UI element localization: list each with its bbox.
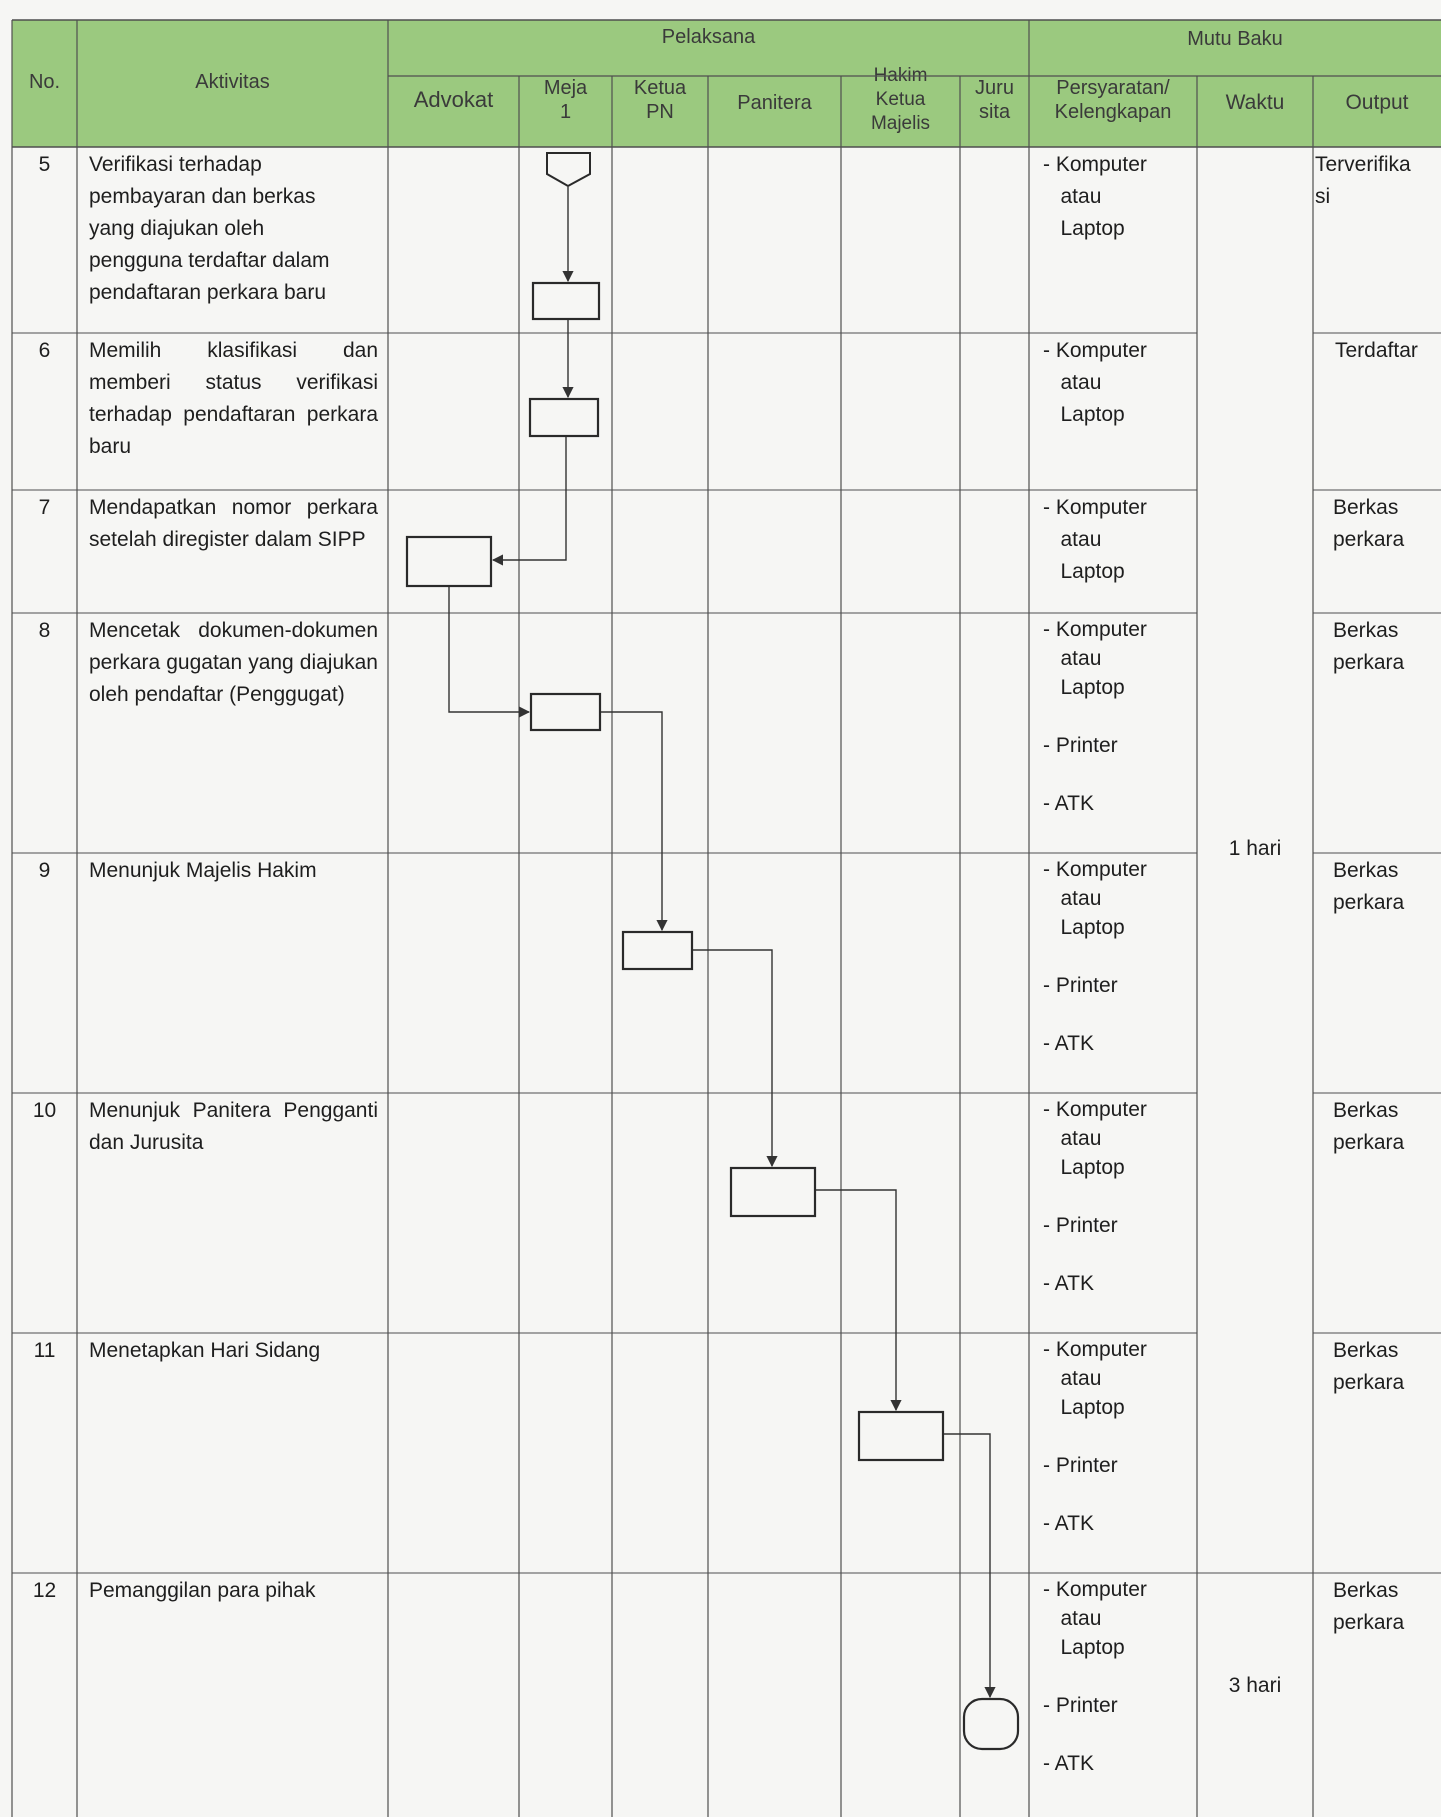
row-persyaratan: - Komputer atau Laptop (1043, 496, 1147, 583)
off-page-connector (547, 153, 590, 186)
row-output: Berkas perkara (1333, 1339, 1405, 1394)
row-persyaratan: - Komputer atau Laptop (1043, 339, 1147, 426)
waktu-value: 1 hari (1228, 837, 1282, 860)
row-aktivitas: Mendapatkan nomor perkara setelah diregister dalam SIPP (89, 496, 378, 551)
row-persyaratan: - Komputer atau Laptop - Printer - ATK (1043, 858, 1147, 1055)
waktu-value: 3 hari (1228, 1674, 1282, 1697)
row-aktivitas: Pemanggilan para pihak (89, 1579, 316, 1602)
row-aktivitas: Mencetak dokumen-dokumen perkara gugatan yang diajukan oleh pendaftar (Penggugat) (89, 619, 378, 706)
row-no: 7 (38, 496, 51, 519)
row-no: 8 (38, 619, 51, 642)
row-output: Terdaftar (1335, 339, 1418, 362)
row-persyaratan: - Komputer atau Laptop - Printer - ATK (1043, 1578, 1147, 1775)
row-aktivitas: Menunjuk Panitera Pengganti dan Jurusita (89, 1099, 378, 1154)
process-box (731, 1168, 815, 1216)
header-persyaratan: Persyaratan/ Kelengkapan (1054, 77, 1172, 123)
header-no: No. (28, 71, 61, 93)
process-box (407, 537, 491, 586)
row-aktivitas: Menunjuk Majelis Hakim (89, 859, 317, 882)
row-output: Terverifika si (1315, 153, 1411, 208)
row-output: Berkas perkara (1333, 619, 1405, 674)
row-aktivitas: Verifikasi terhadap pembayaran dan berkas yang diajukan oleh pengguna terdaftar dalam pendaftaran perkara baru (89, 153, 330, 304)
row-persyaratan: - Komputer atau Laptop - Printer - ATK (1043, 1338, 1147, 1535)
row-aktivitas: Menetapkan Hari Sidang (89, 1339, 321, 1362)
header-advokat: Advokat (413, 87, 494, 112)
flow-arrow (693, 950, 772, 1166)
flow-arrow (944, 1434, 990, 1697)
row-aktivitas: Memilih klasifikasi dan memberi status verifikasi terhadap pendaftaran perkara baru (89, 339, 378, 458)
flow-arrow (449, 587, 529, 712)
process-box (859, 1412, 943, 1460)
flow-arrow (493, 437, 566, 560)
row-output: Berkas perkara (1333, 1579, 1405, 1634)
row-no: 11 (33, 1339, 56, 1362)
row-output: Berkas perkara (1333, 859, 1405, 914)
row-persyaratan: - Komputer atau Laptop - Printer - ATK (1043, 618, 1147, 815)
terminator-end (964, 1699, 1018, 1749)
flow-arrow (601, 712, 662, 930)
row-no: 9 (38, 859, 51, 882)
header-hakim: Hakim Ketua Majelis (870, 65, 931, 134)
process-box (531, 694, 600, 730)
header-meja1: Meja 1 (543, 77, 588, 123)
row-persyaratan: - Komputer atau Laptop (1043, 153, 1147, 240)
row-no: 5 (38, 153, 51, 176)
process-box (533, 283, 599, 319)
row-output: Berkas perkara (1333, 1099, 1405, 1154)
row-persyaratan: - Komputer atau Laptop - Printer - ATK (1043, 1098, 1147, 1295)
header-pelaksana: Pelaksana (661, 26, 756, 48)
row-no: 12 (32, 1579, 57, 1602)
header-panitera: Panitera (737, 92, 812, 114)
header-ketua-pn: Ketua PN (633, 77, 687, 123)
header-jurusita: Juru sita (975, 77, 1014, 123)
row-no: 6 (38, 339, 51, 362)
process-box (530, 399, 598, 436)
header-waktu: Waktu (1225, 91, 1285, 114)
row-output: Berkas perkara (1333, 496, 1405, 551)
flow-arrow (816, 1190, 896, 1410)
header-mutu-baku: Mutu Baku (1187, 28, 1283, 50)
header-aktivitas: Aktivitas (195, 71, 270, 93)
row-no: 10 (32, 1099, 57, 1122)
header-output: Output (1345, 91, 1409, 114)
process-box (623, 932, 692, 969)
